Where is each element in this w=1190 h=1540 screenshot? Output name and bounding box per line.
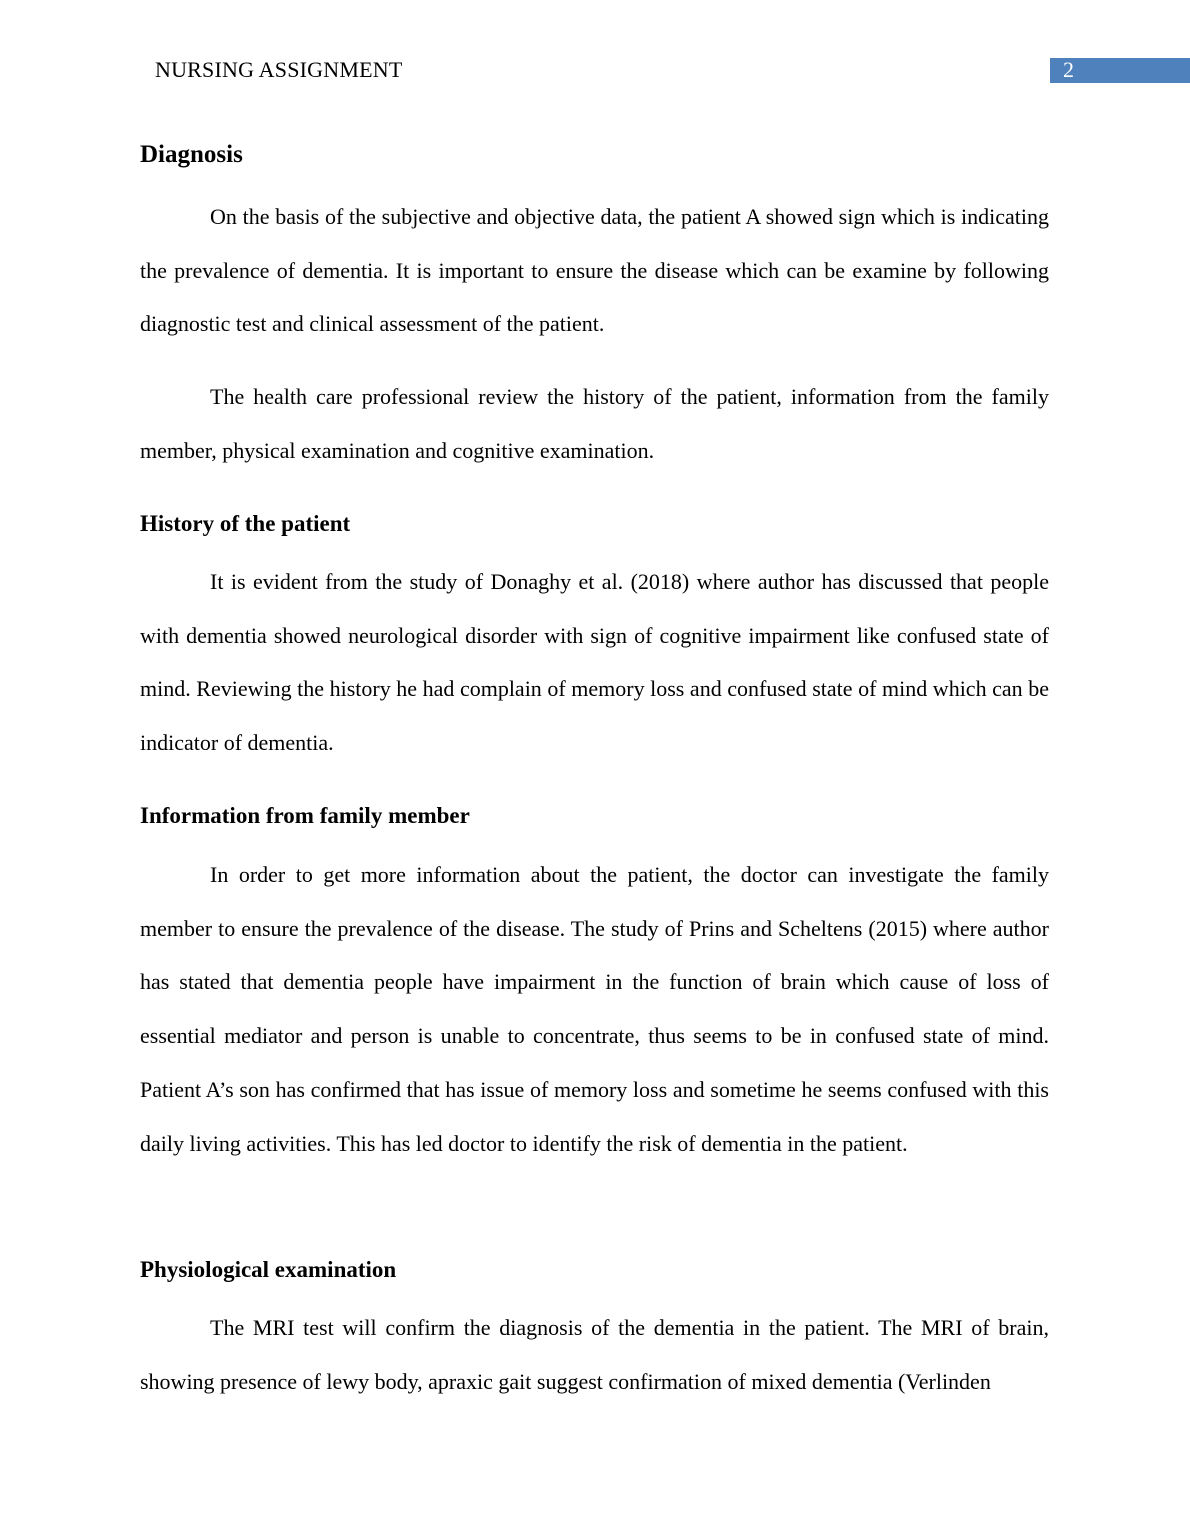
page-number-box — [1050, 58, 1190, 83]
page-number: 2 — [1063, 57, 1074, 82]
section-heading-physiological: Physiological examination — [140, 1257, 397, 1282]
section-heading-family-info: Information from family member — [140, 803, 470, 828]
section-heading-diagnosis: Diagnosis — [140, 141, 243, 168]
header-title: NURSING ASSIGNMENT — [155, 57, 403, 82]
paragraph-history-1: It is evident from the study of Donaghy et al. (2018) where author has discussed that people with dementia showed neurological disorder with sign of cognitive impairment like confused state of mind. Reviewing the history he had complain of memory loss and confused state of mind which can be indicator of dementia. — [140, 569, 1049, 756]
paragraph-diagnosis-2: The health care professional review the history of the patient, information from the family member, physical examination and cognitive examination. — [140, 384, 1049, 463]
paragraph-family-info-1: In order to get more information about the patient, the doctor can investigate the family member to ensure the prevalence of the disease. The study of Prins and Scheltens (2015) where author has stated that dementia people have impairment in the function of brain which cause of loss of essential mediator and person is unable to concentrate, thus seems to be in confused state of mind. Patient A’s son has confirmed that has issue of memory loss and sometime he seems confused with this daily living activities. This has led doctor to identify the risk of dementia in the patient. — [140, 862, 1049, 1156]
section-heading-history: History of the patient — [140, 511, 351, 536]
paragraph-physiological-1: The MRI test will confirm the diagnosis of the dementia in the patient. The MRI of brain, showing presence of lewy body, apraxic gait suggest confirmation of mixed dementia (Verlinden — [140, 1315, 1049, 1394]
paragraph-diagnosis-1: On the basis of the subjective and objective data, the patient A showed sign which is indicating the prevalence of dementia. It is important to ensure the disease which can be examine by following diagnostic test and clinical assessment of the patient. — [140, 204, 1049, 337]
